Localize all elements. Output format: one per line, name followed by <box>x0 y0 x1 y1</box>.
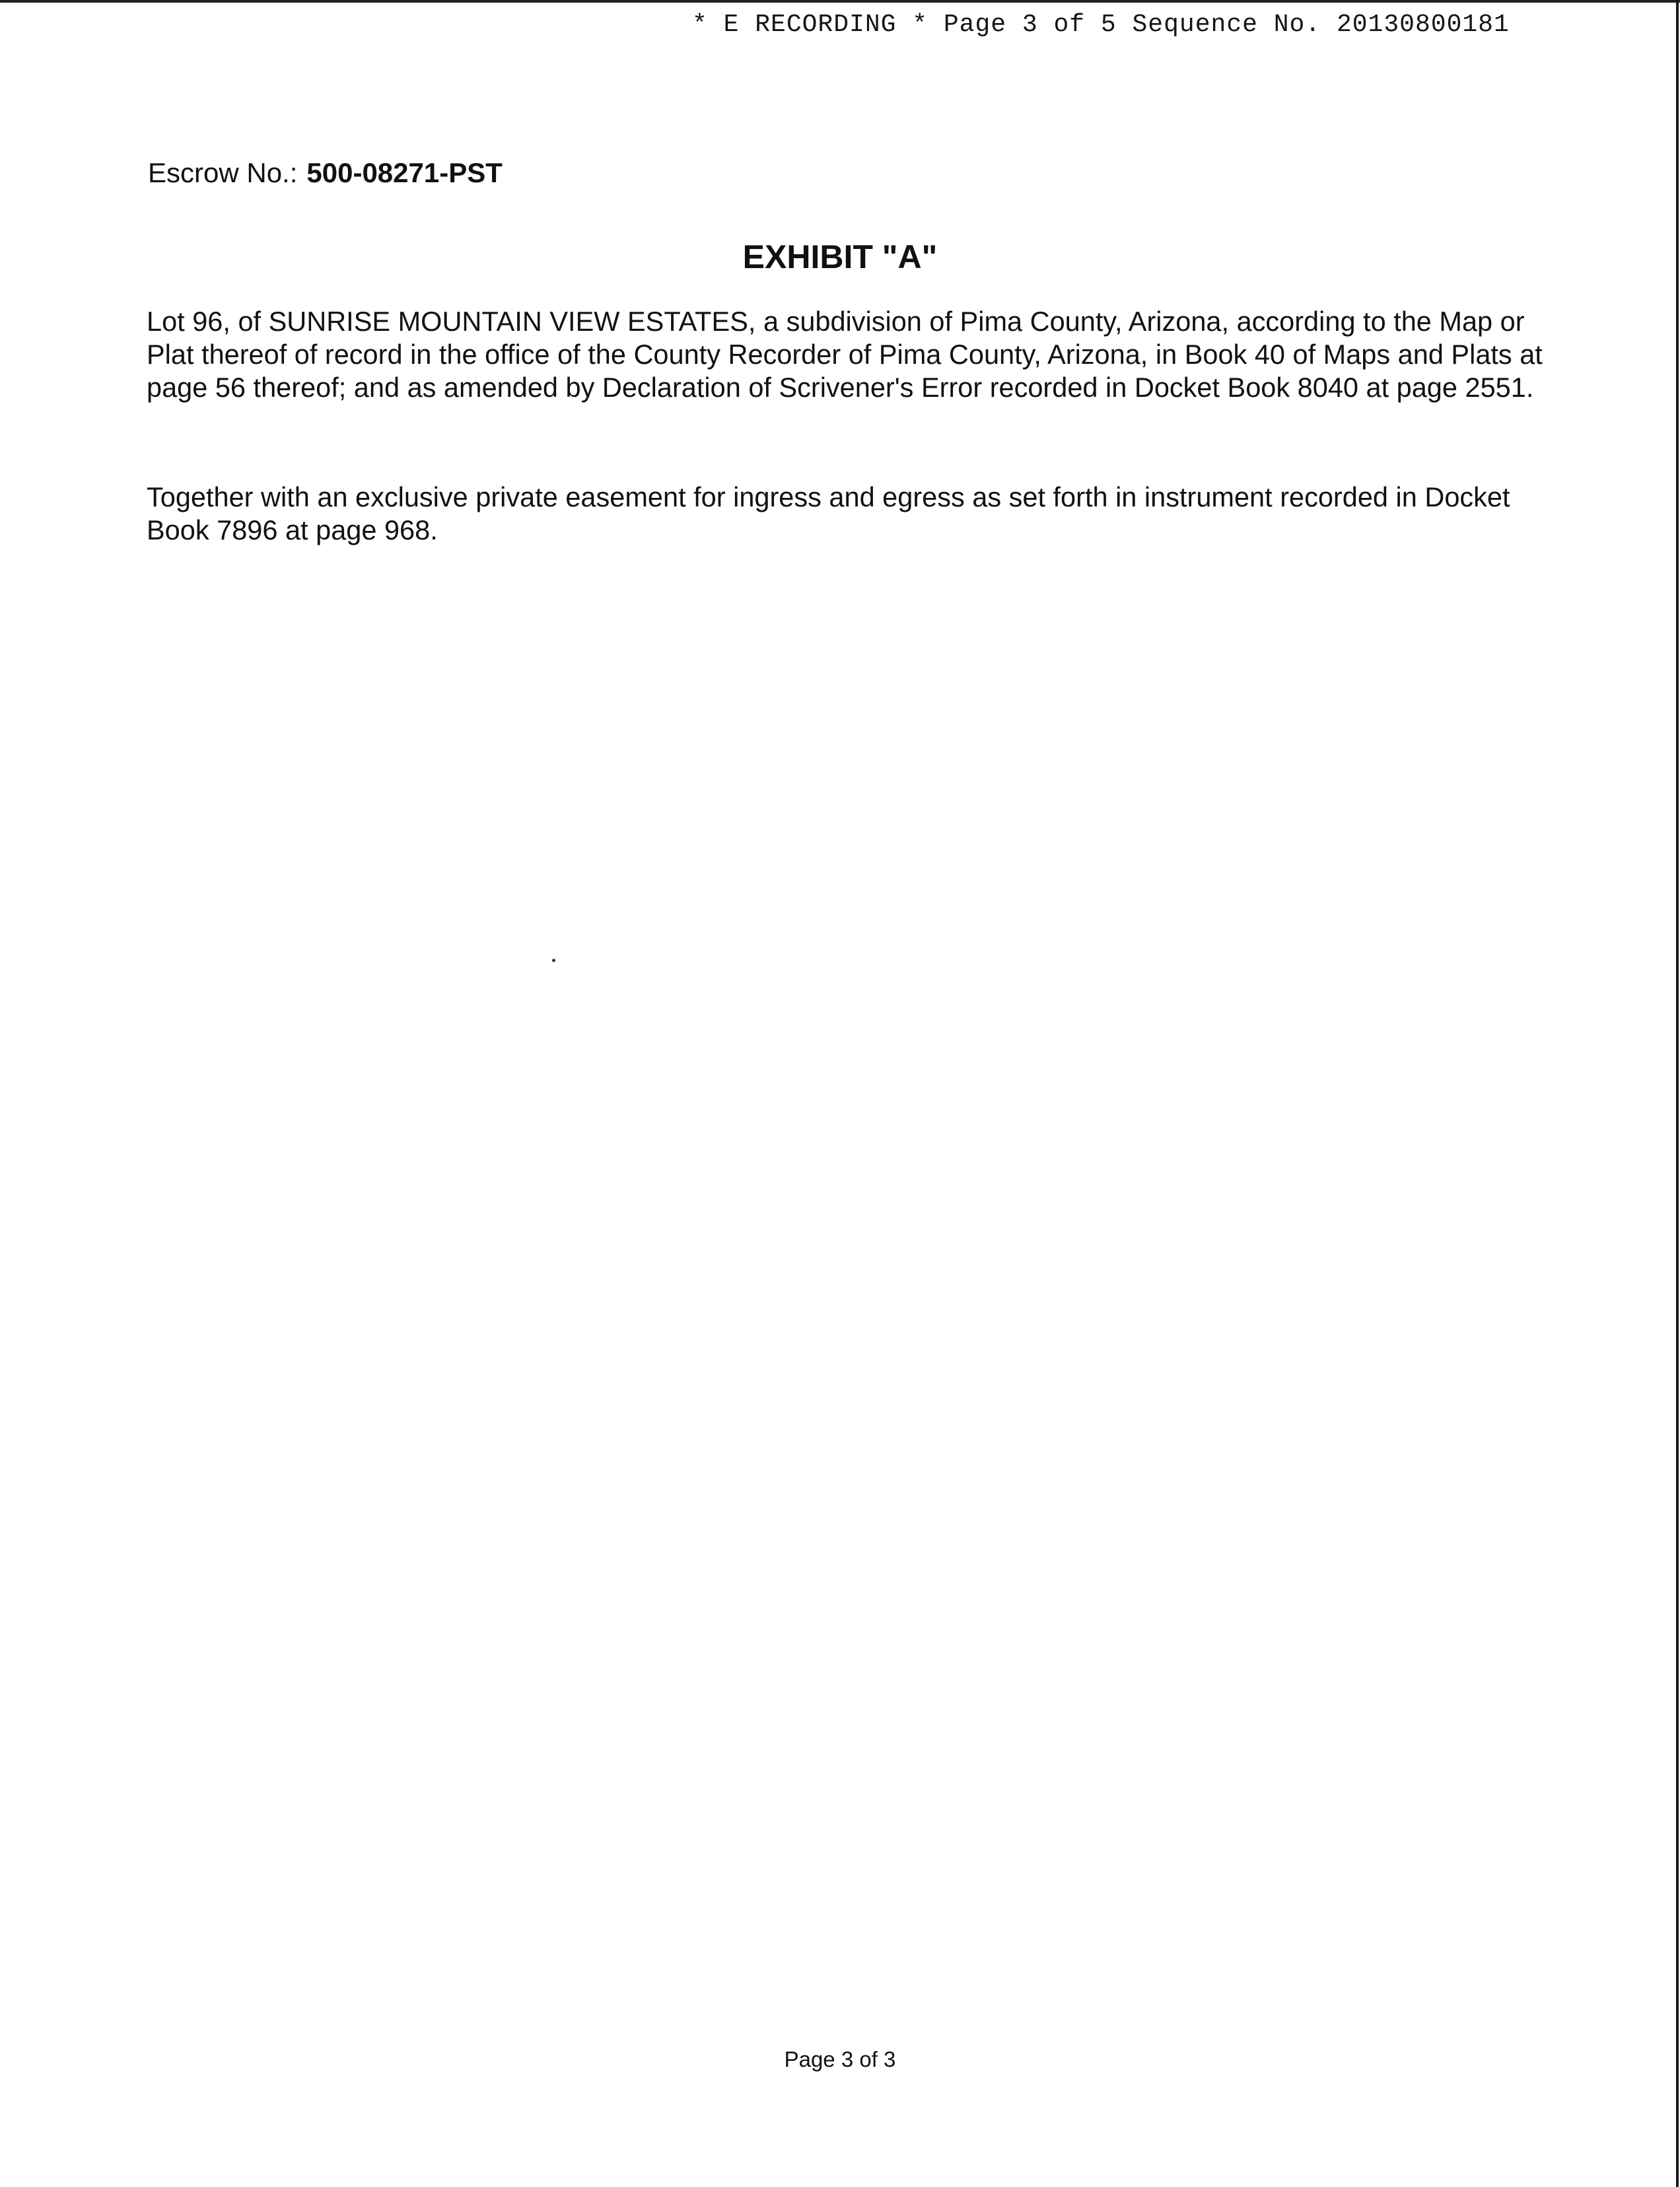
recording-header: * E RECORDING * Page 3 of 5 Sequence No. 20130800181 <box>692 11 1510 39</box>
scan-right-edge <box>1676 0 1679 2187</box>
escrow-number: 500-08271-PST <box>306 157 503 188</box>
scan-top-edge <box>0 0 1680 3</box>
legal-description-paragraph: Lot 96, of SUNRISE MOUNTAIN VIEW ESTATES, a subdivision of Pima County, Arizona, according to the Map or Plat thereof of record in the office of the County Recorder of Pima County, Arizona, in Book 40 of Maps and Plats at page 56 thereof; and as amended by Declaration of Scrivener's Error recorded in Docket Book 8040 at page 2551. <box>147 306 1543 403</box>
page-footer: Page 3 of 3 <box>784 2047 896 2071</box>
scan-speck <box>552 959 555 962</box>
easement-paragraph: Together with an exclusive private easement for ingress and egress as set forth in instrument recorded in Docket Book 7896 at page 968. <box>147 481 1510 545</box>
exhibit-title: EXHIBIT "A" <box>742 238 938 275</box>
escrow-label: Escrow No.: <box>148 157 298 188</box>
escrow-line <box>148 157 503 189</box>
